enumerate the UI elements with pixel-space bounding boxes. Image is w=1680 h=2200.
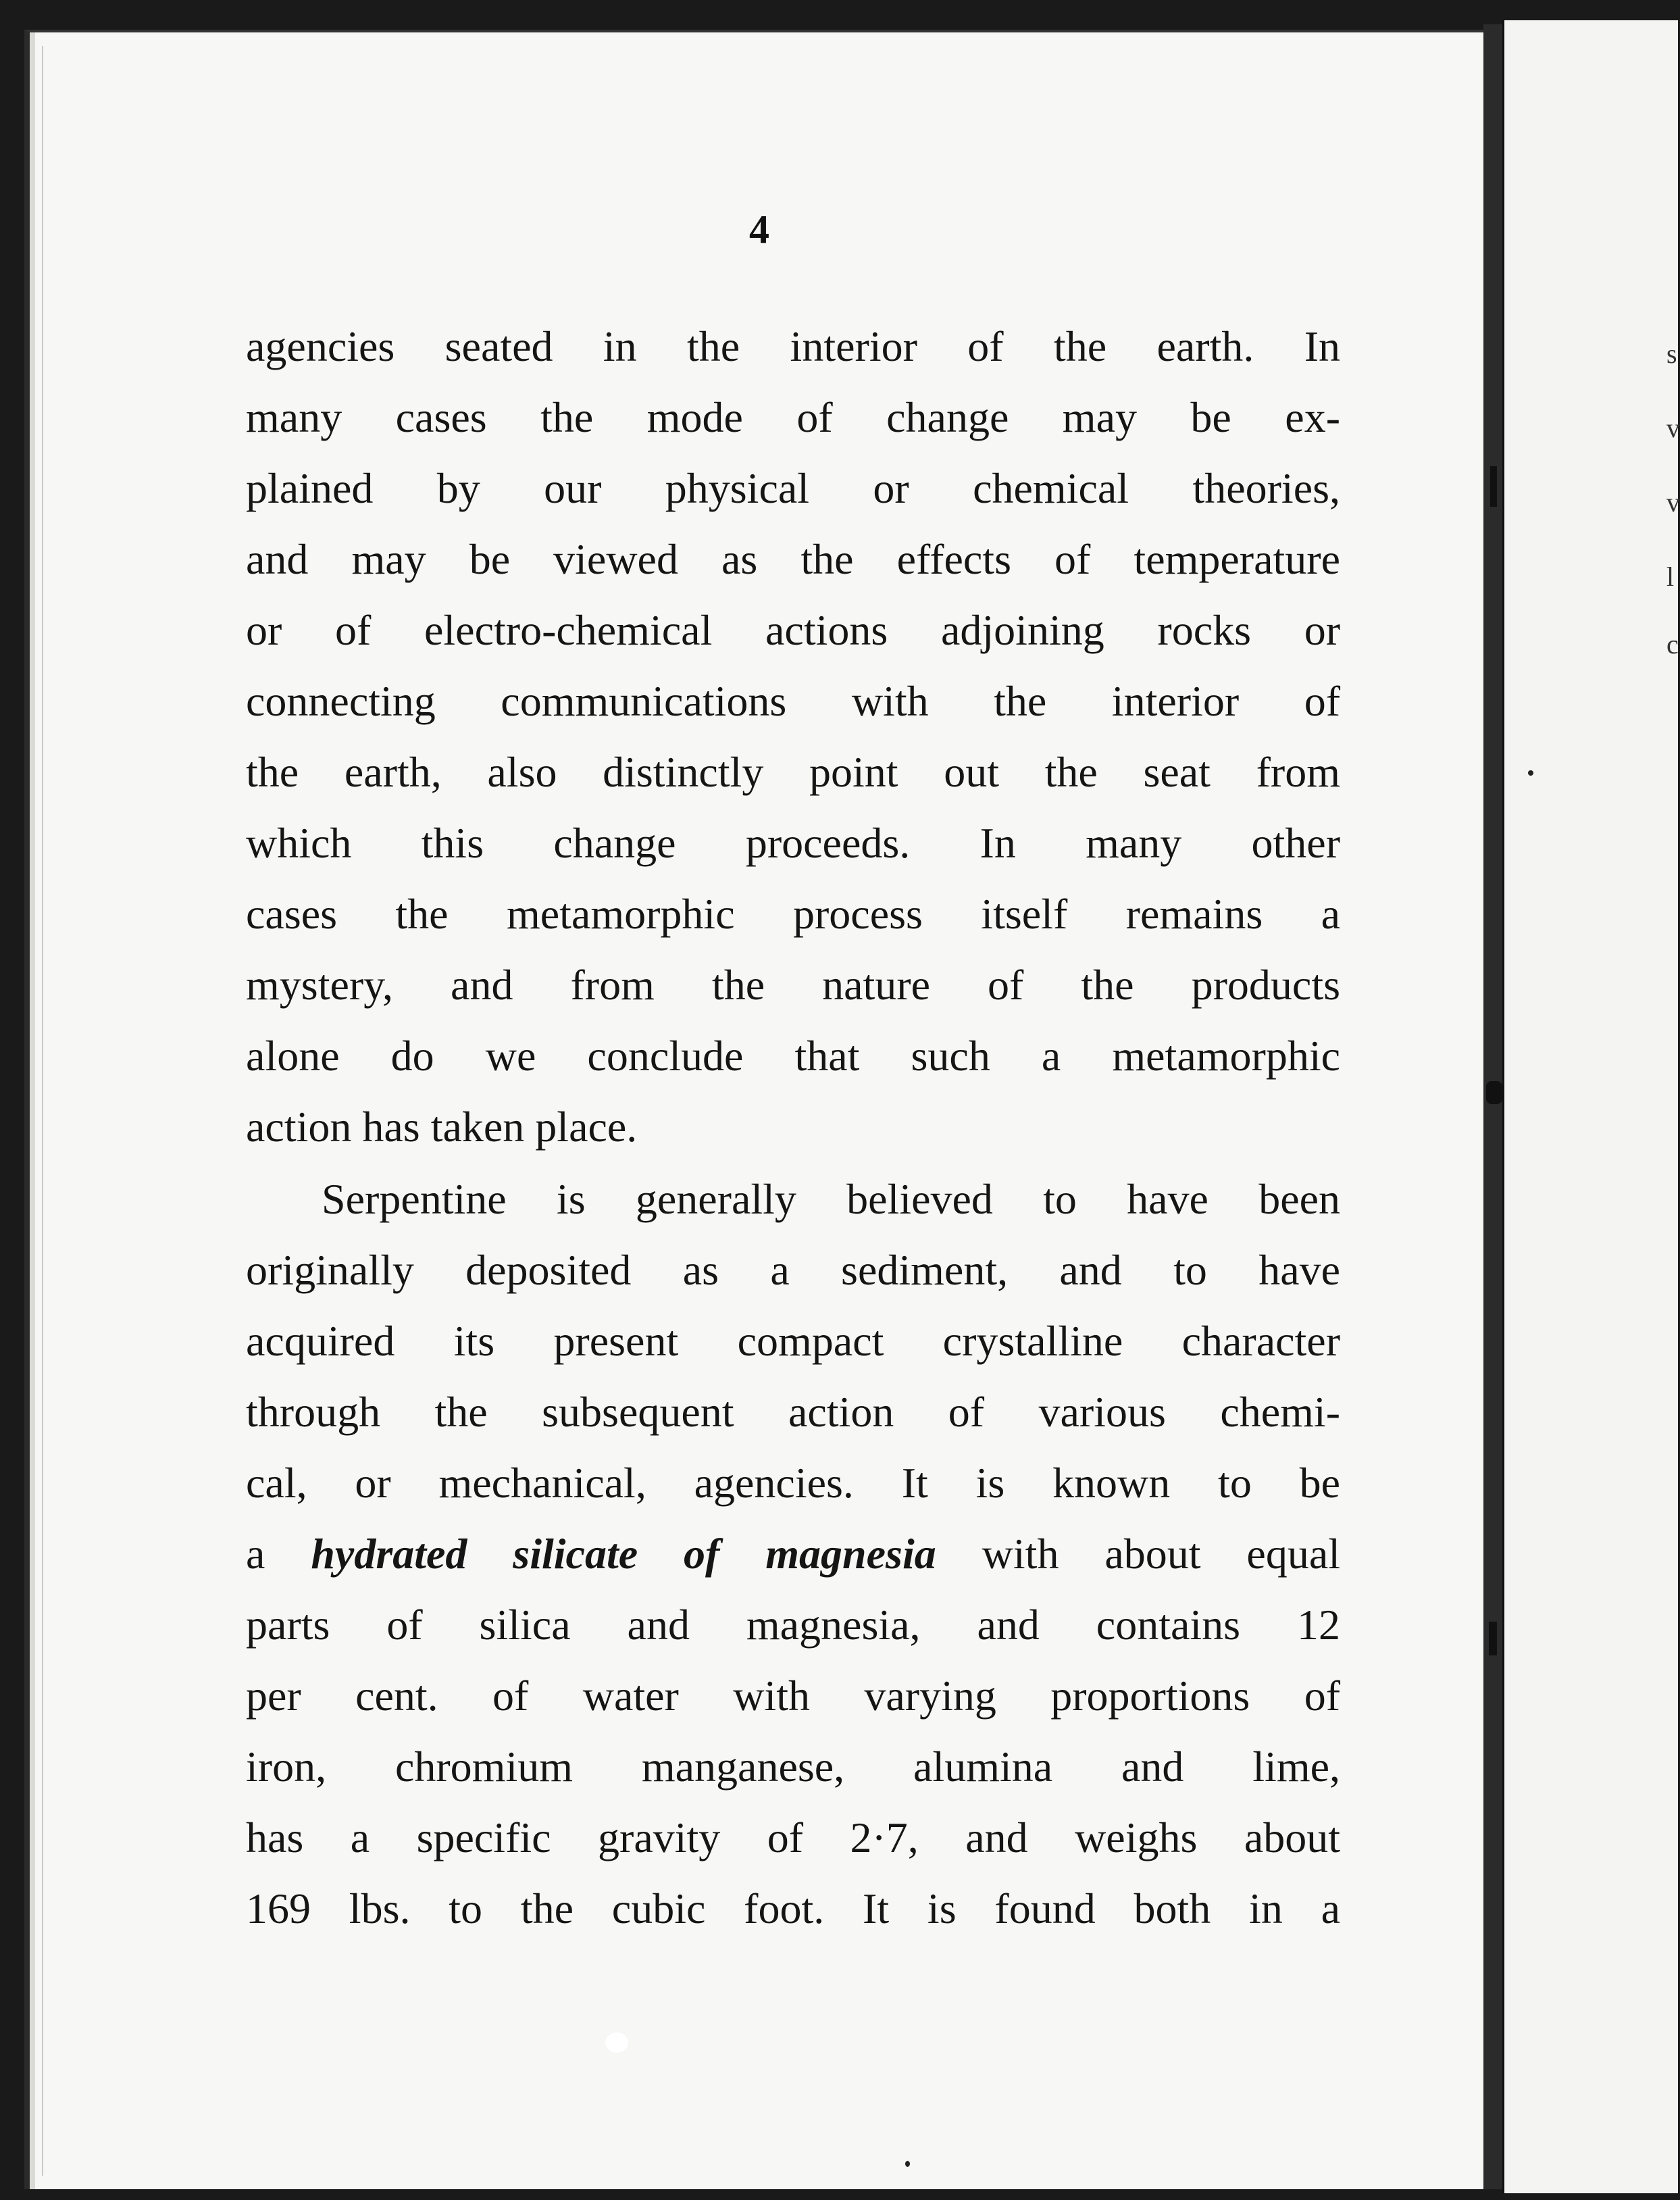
facing-page bbox=[1502, 20, 1678, 2193]
spine-stitch-mark bbox=[1486, 1081, 1502, 1104]
italic-term: hydrated silicate of magnesia bbox=[311, 1530, 936, 1578]
spine-stitch-mark bbox=[1490, 466, 1497, 507]
book-gutter bbox=[1483, 24, 1502, 2189]
text-line: originally deposited as a sediment, and to have bbox=[246, 1246, 1340, 1294]
text-segment: a bbox=[246, 1530, 265, 1578]
text-line: cases the metamorphic process itself remains a bbox=[246, 890, 1340, 938]
text-segment: with about equal bbox=[982, 1530, 1341, 1578]
body-text bbox=[246, 311, 1340, 1944]
text-line: and may be viewed as the effects of temperature bbox=[246, 535, 1340, 583]
text-line: action has taken place. bbox=[246, 1103, 638, 1151]
paper-blemish bbox=[605, 2032, 628, 2053]
facing-page-fragment: s bbox=[1666, 339, 1677, 369]
spine-stitch-mark bbox=[1489, 1622, 1497, 1655]
text-line: parts of silica and magnesia, and contains 12 bbox=[246, 1601, 1340, 1649]
text-line-with-italic bbox=[246, 1518, 1340, 1589]
facing-page-fragment: v bbox=[1666, 413, 1680, 443]
page-number: 4 bbox=[749, 207, 769, 252]
text-line: or of electro-chemical actions adjoining rocks or bbox=[246, 606, 1340, 654]
page-speck bbox=[905, 2161, 910, 2167]
text-line: which this change proceeds. In many other bbox=[246, 819, 1340, 867]
text-line: the earth, also distinctly point out the seat from bbox=[246, 748, 1340, 796]
text-line: alone do we conclude that such a metamorphic bbox=[246, 1032, 1340, 1080]
facing-page-fragment: l bbox=[1666, 561, 1675, 592]
text-line: agencies seated in the interior of the earth. In bbox=[246, 322, 1340, 370]
text-line: Serpentine is generally believed to have been bbox=[322, 1175, 1340, 1223]
text-line: cal, or mechanical, agencies. It is known to be bbox=[246, 1459, 1340, 1507]
text-line: 169 lbs. to the cubic foot. It is found both in a bbox=[246, 1884, 1340, 1932]
text-line: many cases the mode of change may be ex- bbox=[246, 393, 1340, 441]
book-page bbox=[24, 30, 1483, 2189]
text-line: iron, chromium manganese, alumina and lime, bbox=[246, 1743, 1340, 1791]
text-line: has a specific gravity of 2·7, and weighs about bbox=[246, 1814, 1340, 1861]
facing-page-fragment: v bbox=[1666, 487, 1680, 518]
page-speck bbox=[1528, 770, 1533, 776]
text-line: per cent. of water with varying proportions of bbox=[246, 1672, 1340, 1720]
facing-page-fragment: c bbox=[1666, 629, 1679, 659]
text-line: mystery, and from the nature of the products bbox=[246, 961, 1340, 1009]
text-line: connecting communications with the interior of bbox=[246, 677, 1340, 725]
text-line: through the subsequent action of various chemi- bbox=[246, 1388, 1340, 1436]
text-line: acquired its present compact crystalline character bbox=[246, 1317, 1340, 1365]
text-line: plained by our physical or chemical theories, bbox=[246, 464, 1340, 512]
